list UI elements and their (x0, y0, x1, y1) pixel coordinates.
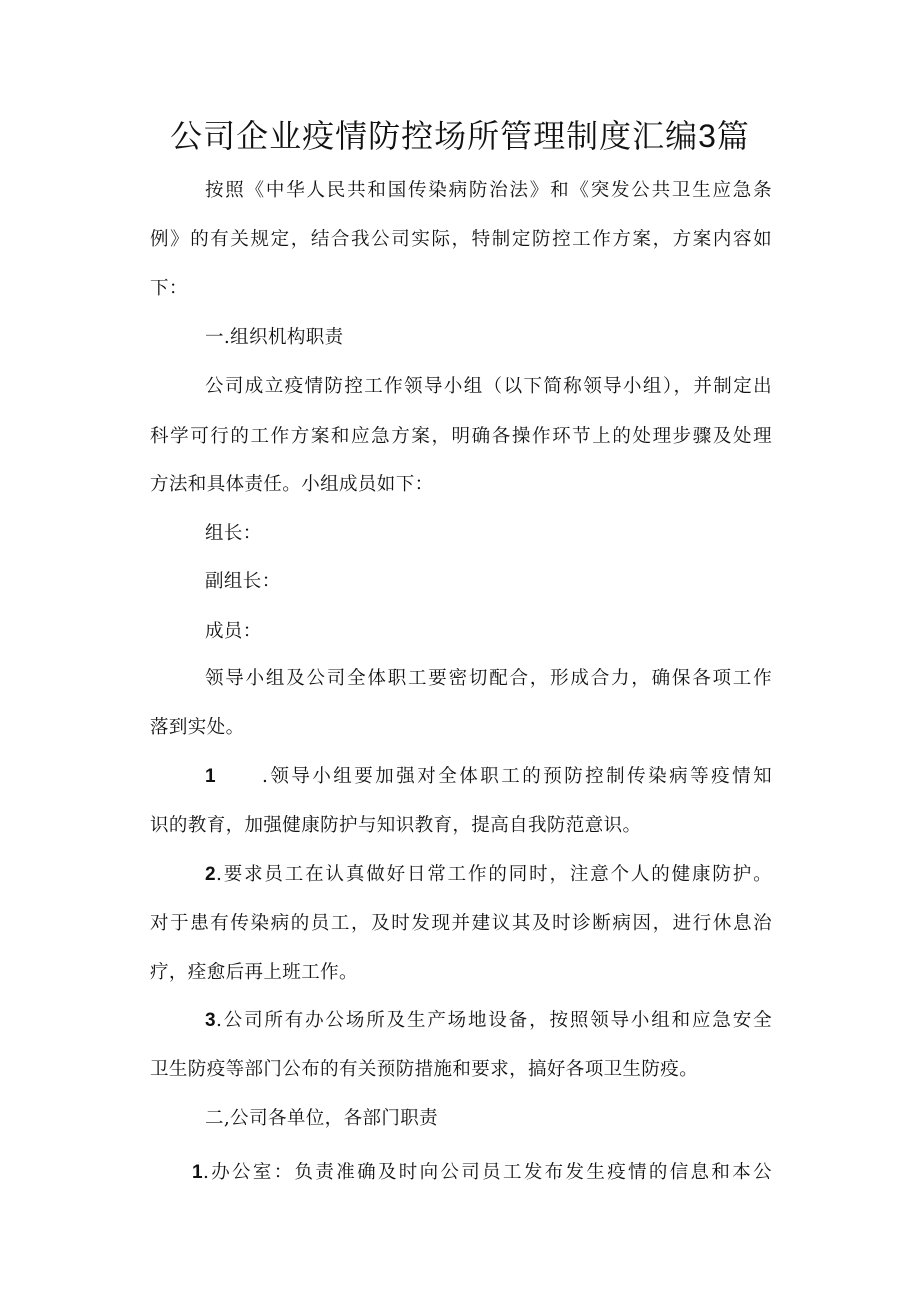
section1-para1-line-3: 方法和具体责任。小组成员如下： (150, 474, 434, 495)
item3 (205, 1008, 772, 1034)
section1-para1-line-1: 公司成立疫情防控工作领导小组（以下简称领导小组），并制定出 (205, 376, 772, 397)
item3-line-1: .公司所有办公场所及生产场地设备，按照领导小组和应急安全 (215, 1010, 772, 1031)
section1-para2-line-2: 落到实处。 (150, 717, 245, 738)
section2-item1-line-1: .办公室：负责准确及时向公司员工发布发生疫情的信息和本公 (202, 1162, 772, 1183)
members-label: 成员： (205, 621, 262, 642)
leader-label: 组长： (205, 523, 262, 544)
document-title (0, 112, 920, 160)
section2-item1-number: 1 (192, 1162, 203, 1183)
item1-line-2: 识的教育，加强健康防护与知识教育，提高自我防范意识。 (150, 815, 642, 836)
intro-line-2: 例》的有关规定，结合我公司实际，特制定防控工作方案，方案内容如 (150, 229, 772, 250)
section1-para2-line-1: 领导小组及公司全体职工要密切配合，形成合力，确保各项工作 (205, 668, 772, 689)
item2-line-1: .要求员工在认真做好日常工作的同时，注意个人的健康防护。 (215, 864, 772, 885)
intro-line-1: 按照《中华人民共和国传染病防治法》和《突发公共卫生应急条 (205, 180, 772, 201)
title-number: 3 (698, 118, 717, 154)
item2-line-2: 对于患有传染病的员工，及时发现并建议其及时诊断病因，进行休息治 (150, 913, 772, 934)
item1-line-1: .领导小组要加强对全体职工的预防控制传染病等疫情知 (261, 766, 772, 787)
title-suffix: 篇 (716, 117, 750, 155)
item2-line-3: 疗，痊愈后再上班工作。 (150, 962, 358, 983)
intro-line-3: 下： (150, 278, 188, 299)
item2-number: 2 (205, 864, 216, 885)
item2 (205, 862, 772, 888)
section1-para1-line-2: 科学可行的工作方案和应急方案，明确各操作环节上的处理步骤及处理 (150, 426, 772, 447)
item1-number: 1 (205, 766, 216, 787)
section2-heading: 二,公司各单位，各部门职责 (205, 1108, 439, 1129)
item3-line-2: 卫生防疫等部门公布的有关预防措施和要求，搞好各项卫生防疫。 (150, 1059, 699, 1080)
item1 (205, 764, 772, 790)
section2-item1 (192, 1160, 772, 1186)
title-text: 公司企业疫情防控场所管理制度汇编 (170, 117, 699, 155)
section1-heading: 一.组织机构职责 (205, 327, 344, 348)
deputy-leader-label: 副组长： (205, 571, 281, 592)
item3-number: 3 (205, 1010, 216, 1031)
